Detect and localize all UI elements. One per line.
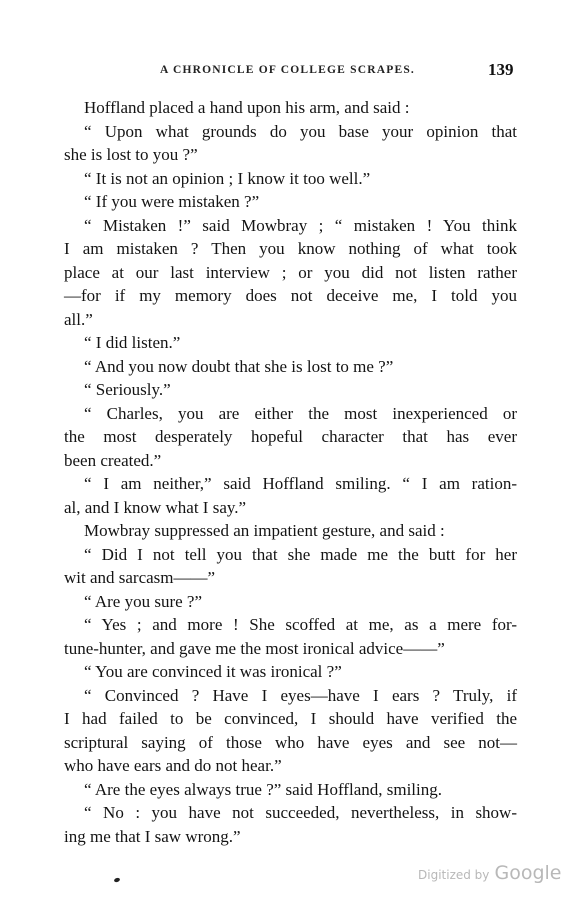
text-line: “ If you were mistaken ?” [84,192,260,211]
text-line: “ Yes ; and more ! She scoffed at me, as a mere for- [84,615,517,634]
text-line: tune-hunter, and gave me the most ironical advice——” [64,638,445,658]
digitized-watermark [418,862,562,884]
running-title: A CHRONICLE OF COLLEGE SCRAPES. [160,64,415,76]
text-line: she is lost to you ?” [64,145,198,164]
text-line: scriptural saying of those who have eyes and see not— [64,732,517,752]
body-text [64,96,517,848]
text-line: “ It is not an opinion ; I know it too well.” [84,168,371,188]
watermark-brand: Google [494,862,562,884]
text-line: “ Are the eyes always true ?” said Hoffland, smiling. [84,779,442,799]
text-line: been created.” [64,450,162,470]
text-line: Hoffland placed a hand upon his arm, and said : [84,98,410,117]
text-line: “ Charles, you are either the most inexperienced or [84,403,517,423]
page-header [0,60,575,84]
text-line: “ No : you have not succeeded, nevertheless, in show- [84,803,517,822]
text-line: “ Upon what grounds do you base your opinion that [84,121,517,141]
text-line: “ I am neither,” said Hoffland smiling. “ I am ration- [84,474,517,493]
text-line: who have ears and do not hear.” [64,756,282,775]
text-line: “ Convinced ? Have I eyes—have I ears ? Truly, if [84,685,517,705]
text-line: “ I did listen.” [84,333,181,352]
text-line: I had failed to be convinced, I should have verified the [64,709,517,728]
text-line: “ Are you sure ?” [84,591,203,611]
text-line: —for if my memory does not deceive me, I told you [64,286,517,305]
text-line: “ You are convinced it was ironical ?” [84,662,342,681]
text-line: all.” [64,309,93,329]
text-line: “ And you now doubt that she is lost to me ?” [84,356,394,376]
text-line: place at our last interview ; or you did not listen rather [64,262,517,282]
text-line: “ Did I not tell you that she made me the butt for her [84,544,517,564]
ink-spot-mark [113,877,120,883]
text-line: Mowbray suppressed an impatient gesture, and said : [84,521,445,540]
text-line: the most desperately hopeful character that has ever [64,427,517,446]
text-line: al, and I know what I say.” [64,497,247,517]
text-line: “ Seriously.” [84,380,171,399]
text-line: I am mistaken ? Then you know nothing of what took [64,239,517,258]
watermark-prefix: Digitized by [418,868,490,882]
text-line: “ Mistaken !” said Mowbray ; “ mistaken ! You think [84,215,517,235]
page-number: 139 [488,60,514,79]
text-line: ing me that I saw wrong.” [64,826,241,846]
text-line: wit and sarcasm——” [64,568,216,587]
